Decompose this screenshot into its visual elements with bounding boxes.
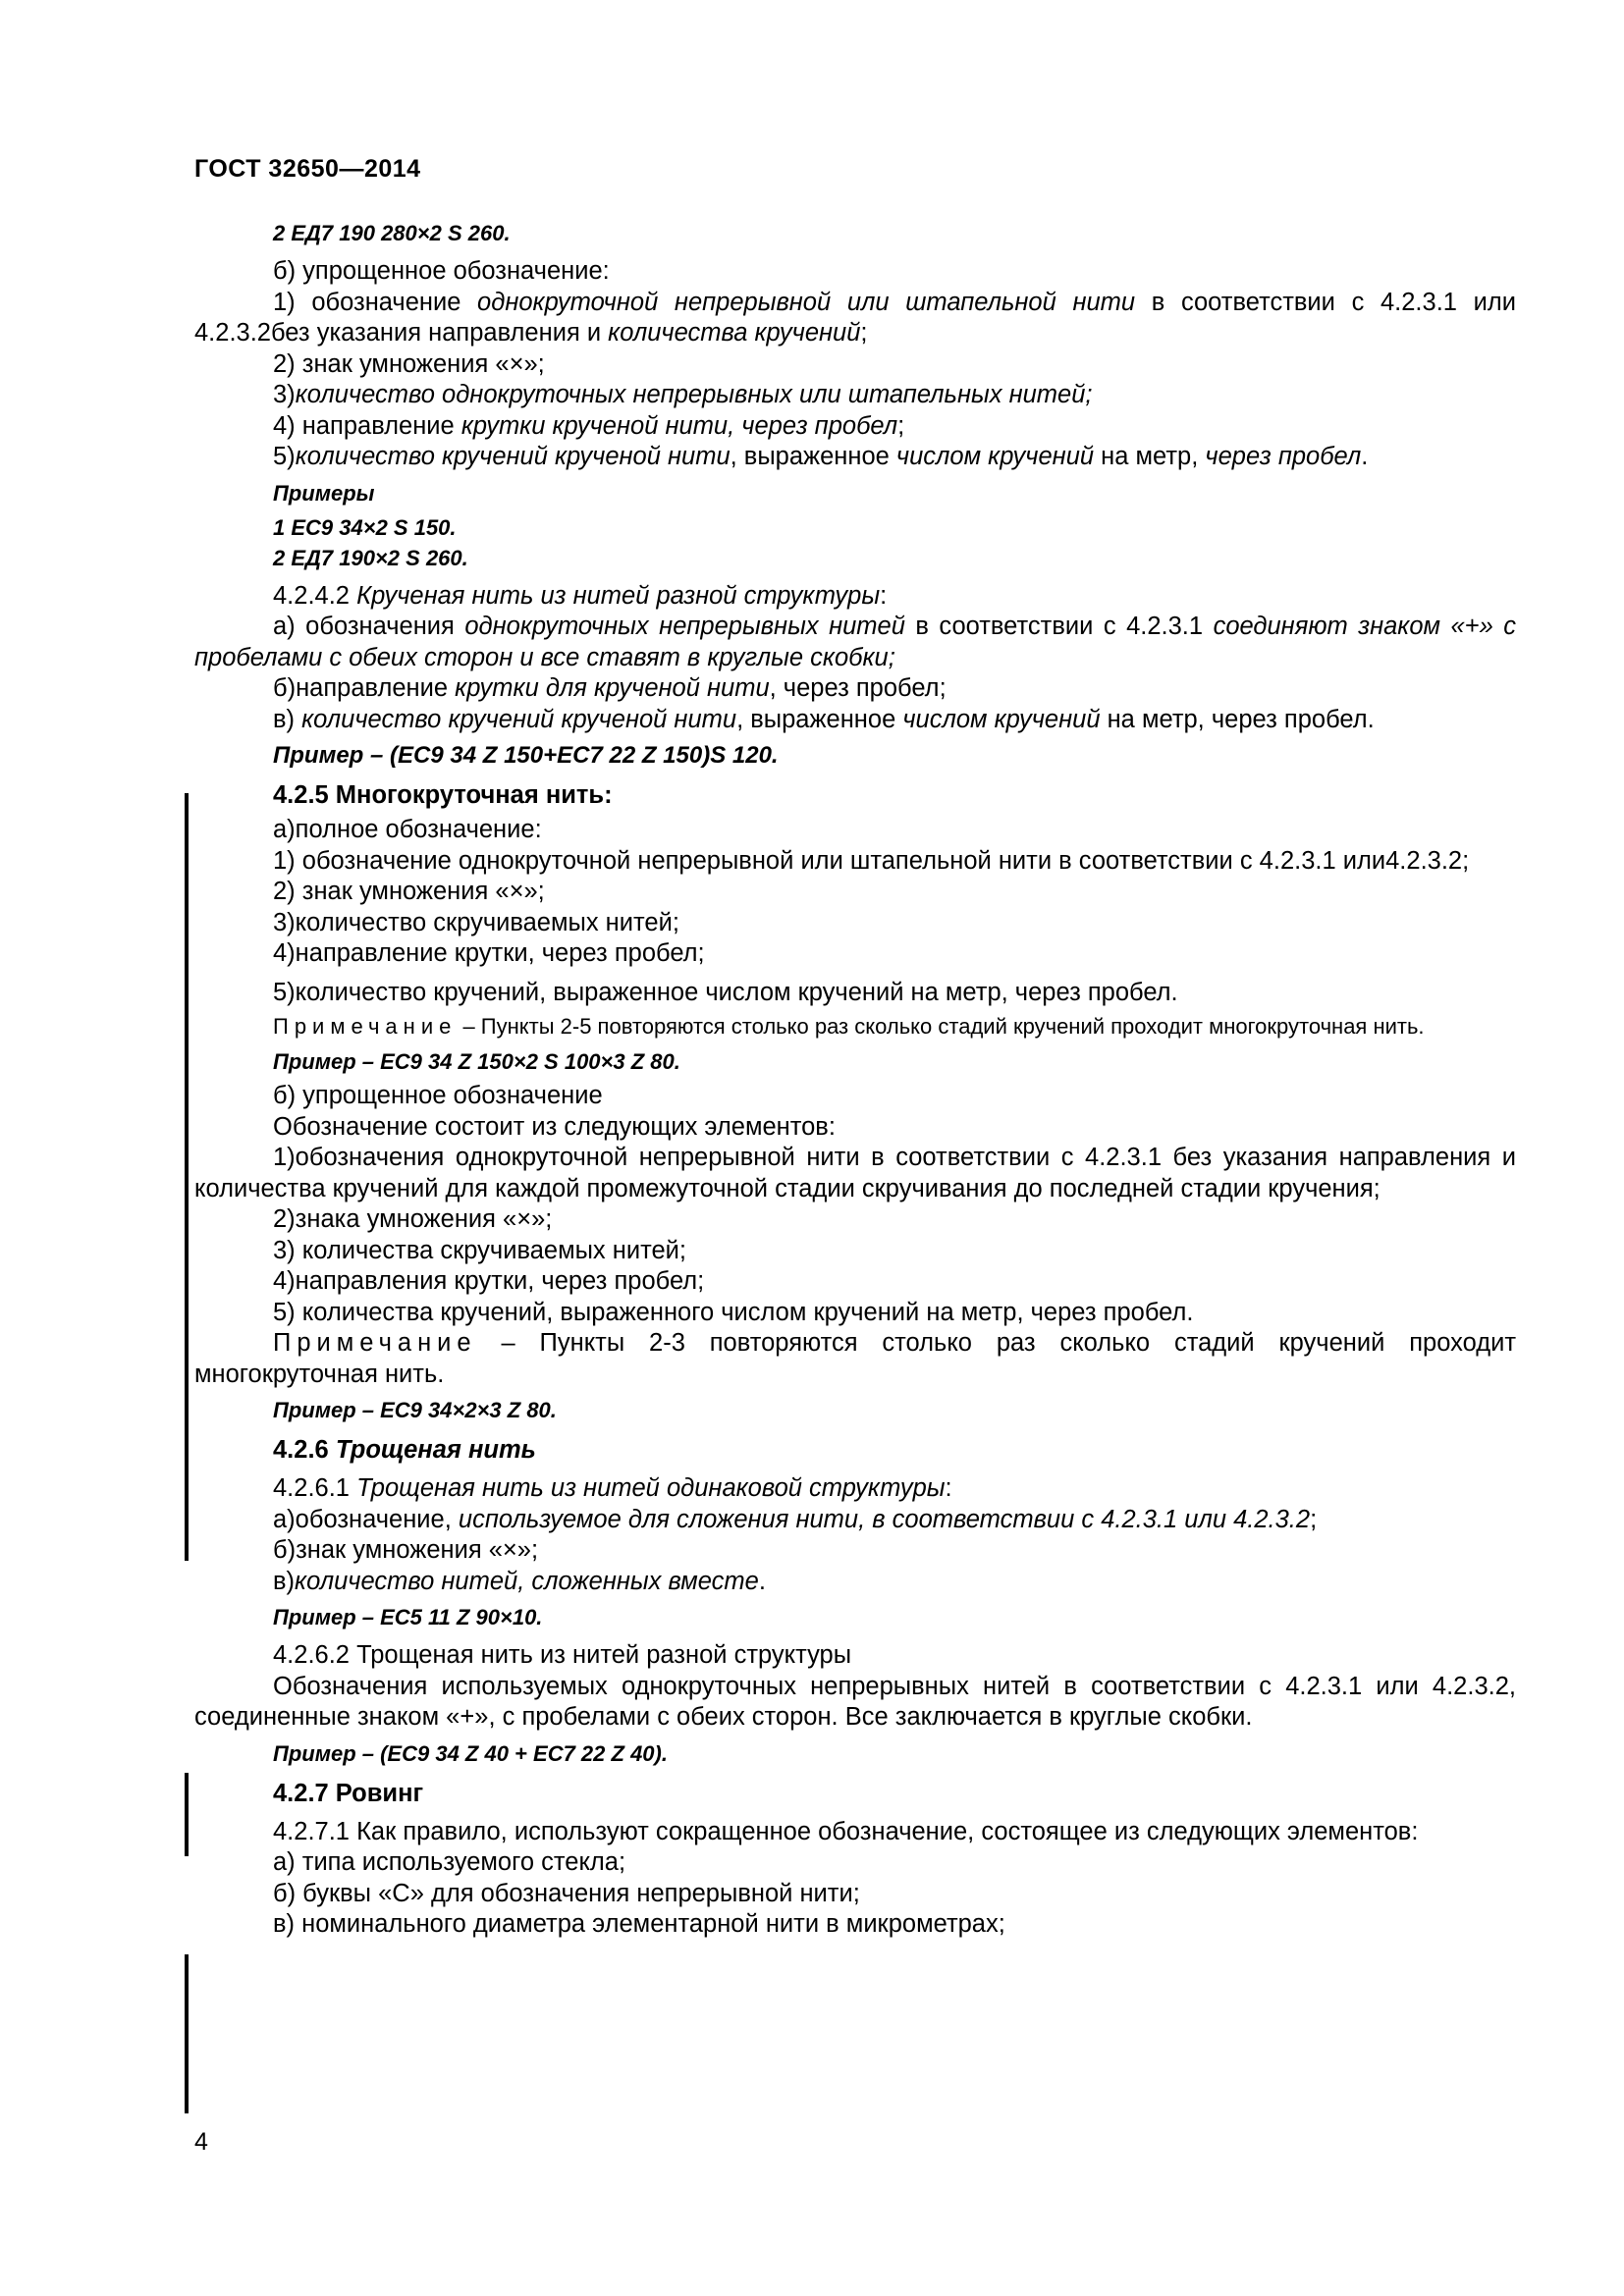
example-line: 2 ЕД7 190×2 S 260. (273, 545, 468, 570)
example-line: Пример – ЕС9 34 Z 150×2 S 100×3 Z 80. (273, 1049, 680, 1074)
section-heading: 4.2.7 Ровинг (273, 1779, 424, 1807)
paragraph: а)полное обозначение: (273, 816, 542, 843)
example-line: Пример – ЕС9 34×2×3 Z 80. (273, 1398, 557, 1422)
section-heading: 4.2.5 Многокруточная нить: (273, 781, 613, 809)
page-number: 4 (194, 2128, 208, 2156)
paragraph: 4.2.6.2 Трощеная нить из нитей разной структуры (273, 1641, 852, 1669)
note: Примечание – Пункты 2-3 повторяются столько раз сколько стадий кручений проходит многокруточная нить. (194, 1329, 1516, 1388)
paragraph: 5)количество кручений крученой нити, выраженное числом кручений на метр, через пробел. (273, 443, 1369, 470)
note: Примечание – Пункты 2-5 повторяются столько раз сколько стадий кручений проходит многокруточная нить. (273, 1014, 1425, 1039)
paragraph: 2) знак умножения «×»; (273, 349, 545, 378)
paragraph: 2) знак умножения «×»; (273, 878, 545, 905)
paragraph: 5)количество кручений, выраженное числом кручений на метр, через пробел. (273, 978, 1178, 1006)
paragraph: 3) количества скручиваемых нитей; (273, 1236, 686, 1264)
paragraph: 4) направление крутки крученой нити, через пробел; (273, 411, 905, 440)
revision-bar (185, 1773, 189, 1856)
paragraph: б) упрощенное обозначение (273, 1082, 603, 1109)
paragraph: 3)количество скручиваемых нитей; (273, 908, 679, 936)
paragraph: 1) обозначение однокруточной непрерывной или штапельной нити в соответствии с 4.2.3.1 или 4.2.3.2без указания направления и количества кручений; (194, 288, 1516, 347)
paragraph: 4)направление крутки, через пробел; (273, 939, 705, 967)
paragraph: 2)знака умножения «×»; (273, 1205, 553, 1233)
paragraph: 3)количество однокруточных непрерывных или штапельных нитей; (273, 381, 1093, 408)
example-line: 2 ЕД7 190 280×2 S 260. (273, 221, 511, 245)
paragraph: б)знак умножения «×»; (273, 1536, 539, 1564)
paragraph: а) типа используемого стекла; (273, 1848, 626, 1876)
example-line: Пример – ЕС5 11 Z 90×10. (273, 1605, 543, 1629)
example-line: Пример – (ЕС9 34 Z 40 + ЕС7 22 Z 40). (273, 1740, 668, 1766)
paragraph: Обозначение состоит из следующих элементов: (273, 1112, 836, 1141)
document-body (194, 218, 1516, 1941)
paragraph: б)направление крутки для крученой нити, через пробел; (273, 674, 947, 702)
paragraph: а) обозначения однокруточных непрерывных нитей в соответствии с 4.2.3.1 соединяют знаком «+» с пробелами с обеих сторон и все ставят в круглые скобки; (194, 613, 1516, 671)
revision-bar (185, 1954, 189, 2113)
paragraph: в) количество кручений крученой нити, выраженное числом кручений на метр, через пробел. (273, 705, 1375, 733)
paragraph: а)обозначение, используемое для сложения нити, в соответствии с 4.2.3.1 или 4.2.3.2; (273, 1505, 1318, 1533)
example-line: 1 ЕС9 34×2 S 150. (273, 514, 457, 540)
paragraph: в)количество нитей, сложенных вместе. (273, 1567, 766, 1595)
paragraph: в) номинального диаметра элементарной нити в микрометрах; (273, 1910, 1005, 1938)
paragraph: б) упрощенное обозначение: (273, 257, 610, 285)
paragraph: 4.2.4.2 Крученая нить из нитей разной структуры: (273, 581, 888, 610)
paragraph: 1)обозначения однокруточной непрерывной нити в соответствии с 4.2.3.1 без указания направления и количества кручений для каждой промежуточной стадии скручивания до последней стадии кручения; (194, 1144, 1516, 1202)
paragraph: б) буквы «С» для обозначения непрерывной нити; (273, 1879, 860, 1907)
paragraph: 4.2.7.1 Как правило, используют сокращенное обозначение, состоящее из следующих элементов: (273, 1817, 1419, 1845)
paragraph: Обозначения используемых однокруточных непрерывных нитей в соответствии с 4.2.3.1 или 4.2.3.2, соединенные знаком «+», с пробелами с обеих сторон. Все заключается в круглые скобки. (194, 1672, 1516, 1731)
example-line: Пример – (ЕС9 34 Z 150+ЕС7 22 Z 150)S 120. (273, 742, 779, 769)
paragraph: 1) обозначение однокруточной непрерывной или штапельной нити в соответствии с 4.2.3.1 или4.2.3.2; (273, 846, 1470, 875)
paragraph: 4.2.6.1 Трощеная нить из нитей одинаковой структуры: (273, 1474, 952, 1502)
paragraph: 5) количества кручений, выраженного числом кручений на метр, через пробел. (273, 1298, 1194, 1326)
revision-bar (185, 793, 189, 1561)
paragraph: 4)направления крутки, через пробел; (273, 1267, 705, 1295)
document-header: ГОСТ 32650—2014 (194, 155, 421, 183)
examples-label: Примеры (273, 480, 375, 506)
section-heading: 4.2.6 Трощеная нить (273, 1436, 536, 1464)
